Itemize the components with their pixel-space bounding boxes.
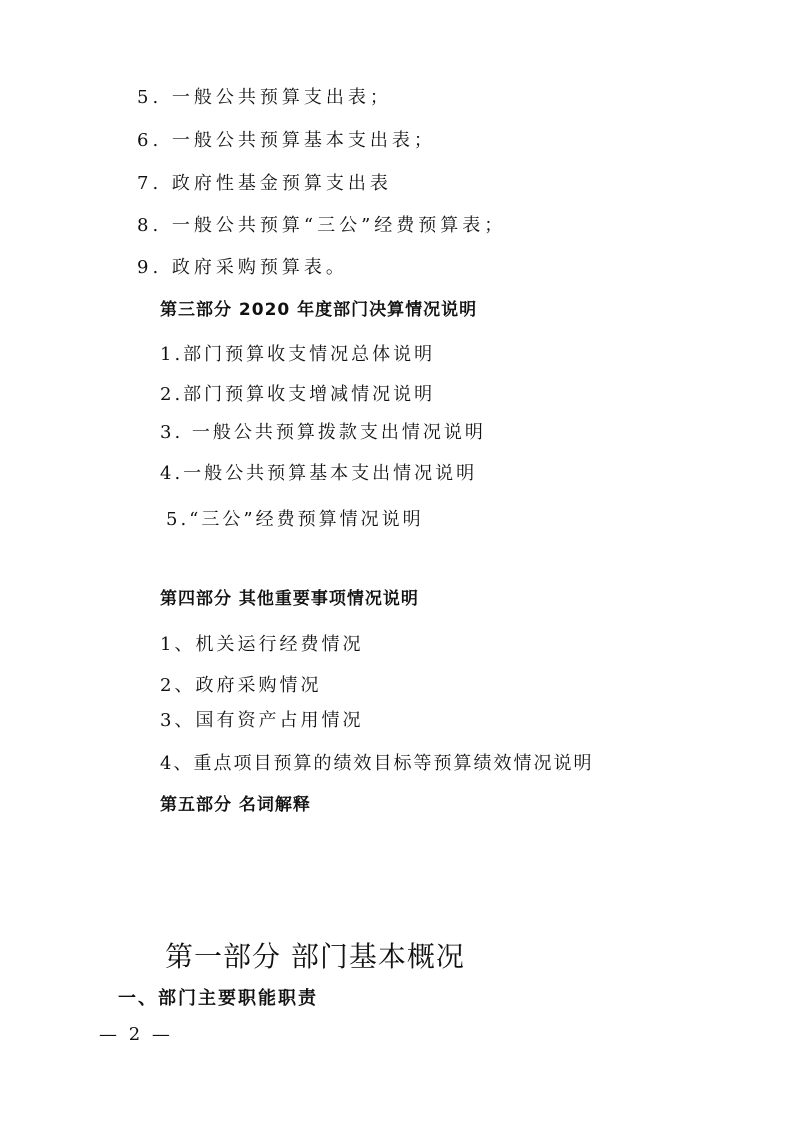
section-subheading: 一、部门主要职能职责 xyxy=(118,988,318,1009)
page-title: 第一部分 部门基本概况 xyxy=(165,940,465,973)
list-item-part3-4: 4.一般公共预算基本支出情况说明 xyxy=(160,463,478,484)
list-item-part4-4: 4、重点项目预算的绩效目标等预算绩效情况说明 xyxy=(160,753,594,774)
list-item-part2-6: 6. 一般公共预算基本支出表； xyxy=(137,130,436,151)
list-item-part4-2: 2、政府采购情况 xyxy=(160,675,322,696)
section-heading-part5: 第五部分 名词解释 xyxy=(160,795,311,815)
list-item-part3-1: 1.部门预算收支情况总体说明 xyxy=(160,344,436,365)
list-item-part4-1: 1、机关运行经费情况 xyxy=(160,634,364,655)
list-item-part3-3: 3. 一般公共预算拨款支出情况说明 xyxy=(160,422,486,443)
section-heading-part3: 第三部分 2020 年度部门决算情况说明 xyxy=(160,300,478,320)
page-number: — 2 — xyxy=(99,1024,173,1045)
list-item-part3-5: 5.“三公”经费预算情况说明 xyxy=(166,509,424,530)
list-item-part2-8: 8. 一般公共预算“三公”经费预算表； xyxy=(137,215,507,236)
list-item-part2-7: 7. 政府性基金预算支出表 xyxy=(137,173,392,194)
list-item-part2-9: 9. 政府采购预算表。 xyxy=(137,257,348,278)
list-item-part4-3: 3、国有资产占用情况 xyxy=(160,710,364,731)
list-item-part3-2: 2.部门预算收支增减情况说明 xyxy=(160,384,436,405)
section-heading-part4: 第四部分 其他重要事项情况说明 xyxy=(160,589,419,609)
list-item-part2-5: 5. 一般公共预算支出表； xyxy=(137,87,392,108)
